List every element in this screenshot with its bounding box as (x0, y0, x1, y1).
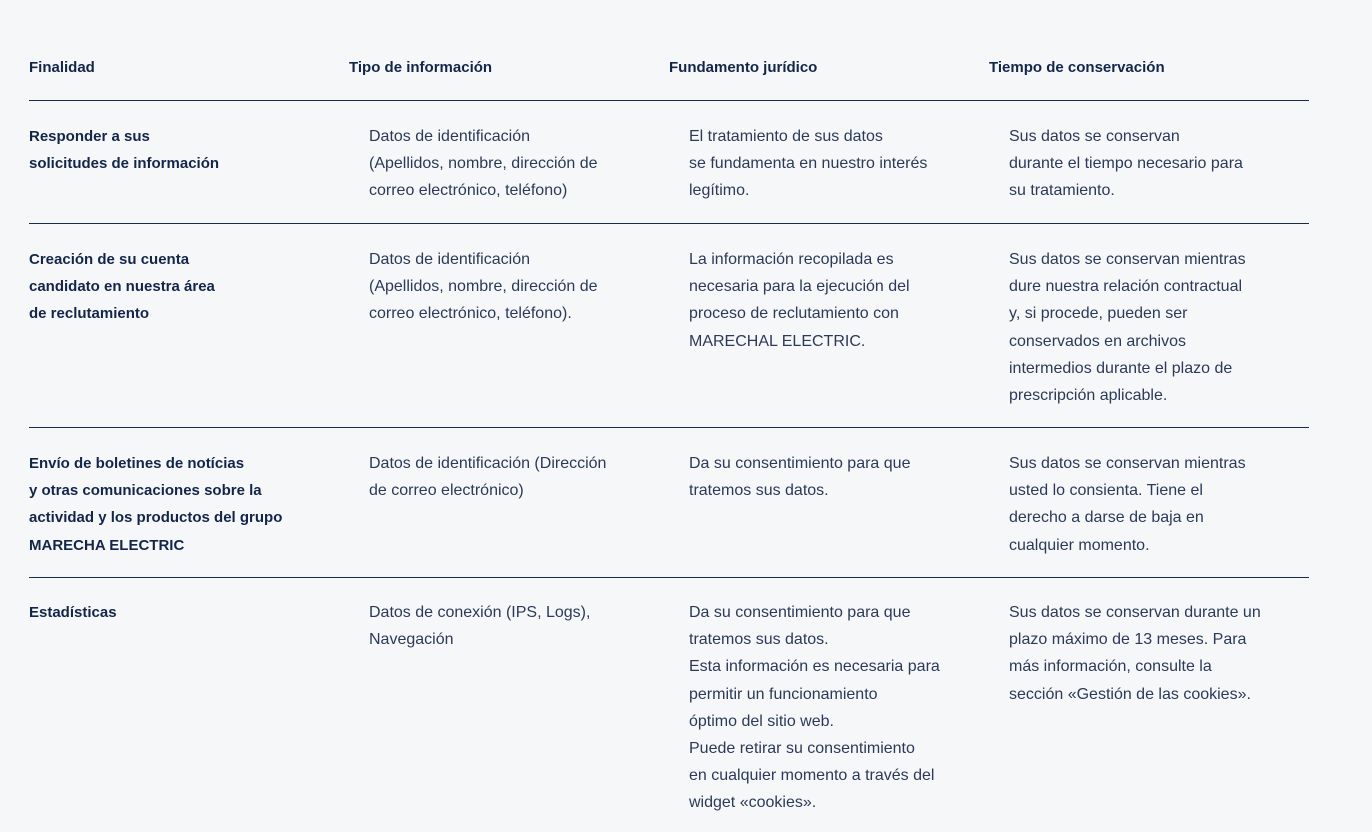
text-line: de correo electrónico) (369, 482, 524, 500)
text-line: tratemos sus datos. (689, 631, 829, 649)
text-line: candidato en nuestra área (29, 278, 215, 296)
text-line: Esta información es necesaria para (689, 658, 940, 676)
retention-cell (989, 246, 1309, 409)
text-line: Sus datos se conservan mientras (1009, 251, 1246, 268)
text-line: derecho a darse de baja en (1009, 509, 1204, 527)
text-line: prescripción aplicable. (1009, 387, 1168, 405)
text-line: proceso de reclutamiento con (689, 305, 899, 323)
table-row (29, 578, 1309, 832)
table-row (29, 101, 1309, 224)
text-line: Responder a sus (29, 128, 150, 145)
text-line: Sus datos se conservan mientras (1009, 455, 1246, 472)
text-line: widget «cookies». (689, 794, 817, 812)
text-line: Da su consentimiento para que (689, 604, 911, 621)
text-line: más información, consulte la (1009, 658, 1212, 676)
text-line: tratemos sus datos. (689, 482, 829, 500)
table-row (29, 224, 1309, 428)
header-retention: Tiempo de conservación (989, 59, 1165, 76)
text-line: permitir un funcionamiento (689, 685, 878, 703)
text-line: intermedios durante el plazo de (1009, 359, 1233, 377)
text-line: Datos de conexión (IPS, Logs), (369, 604, 591, 621)
text-line: (Apellidos, nombre, dirección de (369, 155, 598, 173)
text-line: se fundamenta en nuestro interés (689, 155, 928, 173)
text-line: Datos de identificación (Dirección (369, 455, 607, 472)
purpose-cell (29, 450, 349, 559)
retention-cell (989, 450, 1309, 559)
legal-basis-cell (669, 599, 989, 817)
text-line: correo electrónico, teléfono). (369, 305, 572, 323)
text-line: usted lo consienta. Tiene el (1009, 482, 1203, 500)
text-line: y otras comunicaciones sobre la (29, 482, 262, 500)
purpose-cell (29, 599, 349, 626)
text-line: de reclutamiento (29, 305, 150, 323)
text-line: plazo máximo de 13 meses. Para (1009, 631, 1247, 649)
text-line: legítimo. (689, 182, 750, 200)
text-line: cualquier momento. (1009, 536, 1150, 554)
info-type-cell (349, 246, 669, 328)
text-line: Estadísticas (29, 604, 117, 621)
data-processing-table (29, 0, 1309, 832)
table-header (29, 0, 1309, 101)
text-line: solicitudes de información (29, 155, 220, 173)
text-line: Envío de boletines de notícias (29, 455, 245, 472)
info-type-cell (349, 450, 669, 504)
text-line: La información recopilada es (689, 251, 894, 268)
text-line: MARECHA ELECTRIC (29, 536, 185, 554)
text-line: Da su consentimiento para que (689, 455, 911, 472)
text-line: conservados en archivos (1009, 332, 1186, 350)
header-info-type: Tipo de información (349, 59, 493, 76)
text-line: Datos de identificación (369, 251, 530, 268)
text-line: y, si procede, pueden ser (1009, 305, 1188, 323)
text-line: óptimo del sitio web. (689, 712, 834, 730)
purpose-cell (29, 123, 349, 177)
text-line: Puede retirar su consentimiento (689, 740, 915, 758)
text-line: Sus datos se conservan (1009, 128, 1180, 145)
text-line: (Apellidos, nombre, dirección de (369, 278, 598, 296)
text-line: su tratamiento. (1009, 182, 1115, 200)
text-line: durante el tiempo necesario para (1009, 155, 1243, 173)
text-line: sección «Gestión de las cookies». (1009, 685, 1251, 703)
retention-cell (989, 599, 1309, 708)
legal-basis-cell (669, 123, 989, 205)
text-line: en cualquier momento a través del (689, 767, 935, 785)
text-line: El tratamiento de sus datos (689, 128, 883, 145)
header-legal-basis: Fundamento jurídico (669, 59, 818, 76)
info-type-cell (349, 599, 669, 653)
legal-basis-cell (669, 450, 989, 504)
table-row (29, 428, 1309, 578)
legal-basis-cell (669, 246, 989, 355)
text-line: dure nuestra relación contractual (1009, 278, 1243, 296)
text-line: correo electrónico, teléfono) (369, 182, 568, 200)
text-line: Sus datos se conservan durante un (1009, 604, 1261, 621)
text-line: MARECHAL ELECTRIC. (689, 332, 866, 350)
retention-cell (989, 123, 1309, 205)
text-line: actividad y los productos del grupo (29, 509, 283, 527)
text-line: necesaria para la ejecución del (689, 278, 910, 296)
header-purpose: Finalidad (29, 59, 95, 76)
info-type-cell (349, 123, 669, 205)
purpose-cell (29, 246, 349, 328)
text-line: Creación de su cuenta (29, 251, 190, 268)
text-line: Datos de identificación (369, 128, 530, 145)
text-line: Navegación (369, 631, 454, 649)
